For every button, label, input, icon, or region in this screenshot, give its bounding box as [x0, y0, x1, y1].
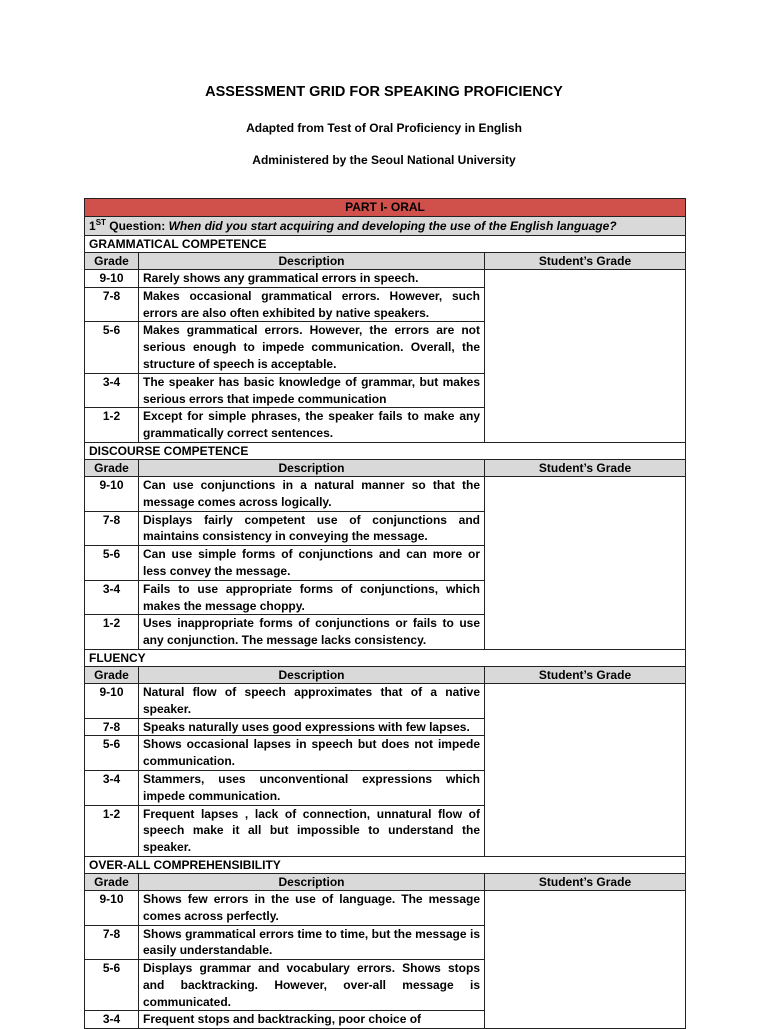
column-header-row [85, 253, 686, 270]
grade-description: Stammers, uses unconventional expressions which impede communication. [139, 770, 485, 805]
grade-description: Frequent lapses , lack of connection, unnatural flow of speech make it all but impossible to understand the speaker. [139, 805, 485, 856]
grade-description: Can use simple forms of conjunctions and can more or less convey the message. [139, 546, 485, 581]
grade-band: 9-10 [85, 270, 139, 288]
student-grade-column-header: Student’s Grade [485, 459, 686, 476]
grade-description: Displays fairly competent use of conjunctions and maintains consistency in conveying the message. [139, 511, 485, 546]
grade-row [85, 890, 686, 925]
grade-description: Fails to use appropriate forms of conjunctions, which makes the message choppy. [139, 580, 485, 615]
grade-column-header: Grade [85, 253, 139, 270]
grade-band: 3-4 [85, 373, 139, 408]
grade-description: Shows grammatical errors time to time, but the message is easily understandable. [139, 925, 485, 960]
grade-band: 9-10 [85, 683, 139, 718]
section-header-row [85, 442, 686, 459]
section-header-row [85, 649, 686, 666]
grade-band: 5-6 [85, 546, 139, 581]
part-label: PART I- ORAL [85, 199, 686, 217]
grade-description: The speaker has basic knowledge of grammar, but makes serious errors that impede communication [139, 373, 485, 408]
grade-band: 1-2 [85, 805, 139, 856]
description-column-header: Description [139, 873, 485, 890]
grade-band: 3-4 [85, 770, 139, 805]
student-grade-cell[interactable] [485, 890, 686, 1028]
grade-row [85, 476, 686, 511]
grade-column-header: Grade [85, 459, 139, 476]
document-subtitle-source: Adapted from Test of Oral Proficiency in English [246, 121, 522, 135]
question-number: 1 [89, 219, 96, 233]
grade-description: Uses inappropriate forms of conjunctions or fails to use any conjunction. The message lacks consistency. [139, 615, 485, 650]
section-title: DISCOURSE COMPETENCE [85, 442, 686, 459]
grade-description: Shows occasional lapses in speech but does not impede communication. [139, 736, 485, 771]
document-title: ASSESSMENT GRID FOR SPEAKING PROFICIENCY [205, 84, 563, 100]
grade-band: 5-6 [85, 960, 139, 1011]
student-grade-column-header: Student’s Grade [485, 253, 686, 270]
grade-band: 7-8 [85, 287, 139, 322]
column-header-row [85, 666, 686, 683]
grade-band: 1-2 [85, 615, 139, 650]
grade-band: 9-10 [85, 476, 139, 511]
section-header-row [85, 236, 686, 253]
student-grade-column-header: Student’s Grade [485, 666, 686, 683]
question-label: Question: [105, 219, 169, 233]
student-grade-cell[interactable] [485, 476, 686, 649]
part-header-row [85, 199, 686, 217]
grade-column-header: Grade [85, 873, 139, 890]
section-title: GRAMMATICAL COMPETENCE [85, 236, 686, 253]
grade-description: Makes grammatical errors. However, the errors are not serious enough to impede communication. Overall, the structure of speech is acceptable. [139, 322, 485, 373]
document-subtitle-administrator: Administered by the Seoul National University [252, 153, 516, 167]
description-column-header: Description [139, 253, 485, 270]
grade-description: Can use conjunctions in a natural manner so that the message comes across logically. [139, 476, 485, 511]
grade-description: Frequent stops and backtracking, poor choice of [139, 1011, 485, 1029]
description-column-header: Description [139, 459, 485, 476]
question-text: When did you start acquiring and developing the use of the English language? [168, 219, 617, 233]
grade-row [85, 683, 686, 718]
grade-description: Except for simple phrases, the speaker fails to make any grammatically correct sentences. [139, 408, 485, 443]
grade-description: Natural flow of speech approximates that of a native speaker. [139, 683, 485, 718]
assessment-grid-table [84, 198, 686, 1029]
question-ordinal: ST [95, 218, 106, 227]
grade-description: Rarely shows any grammatical errors in speech. [139, 270, 485, 288]
question-cell [85, 217, 686, 236]
grade-description: Makes occasional grammatical errors. However, such errors are also often exhibited by native speakers. [139, 287, 485, 322]
grade-band: 5-6 [85, 736, 139, 771]
grade-description: Speaks naturally uses good expressions with few lapses. [139, 718, 485, 736]
grade-column-header: Grade [85, 666, 139, 683]
grade-band: 9-10 [85, 890, 139, 925]
grade-band: 7-8 [85, 718, 139, 736]
student-grade-column-header: Student’s Grade [485, 873, 686, 890]
grade-description: Displays grammar and vocabulary errors. Shows stops and backtracking. However, over-all message is communicated. [139, 960, 485, 1011]
section-title: OVER-ALL COMPREHENSIBILITY [85, 856, 686, 873]
student-grade-cell[interactable] [485, 683, 686, 856]
grade-band: 7-8 [85, 925, 139, 960]
grade-band: 3-4 [85, 580, 139, 615]
grade-band: 1-2 [85, 408, 139, 443]
grade-band: 3-4 [85, 1011, 139, 1029]
grade-description: Shows few errors in the use of language. The message comes across perfectly. [139, 890, 485, 925]
description-column-header: Description [139, 666, 485, 683]
section-title: FLUENCY [85, 649, 686, 666]
grade-band: 7-8 [85, 511, 139, 546]
column-header-row [85, 459, 686, 476]
student-grade-cell[interactable] [485, 270, 686, 443]
question-row [85, 217, 686, 236]
grade-band: 5-6 [85, 322, 139, 373]
section-header-row [85, 856, 686, 873]
column-header-row [85, 873, 686, 890]
grade-row [85, 270, 686, 288]
